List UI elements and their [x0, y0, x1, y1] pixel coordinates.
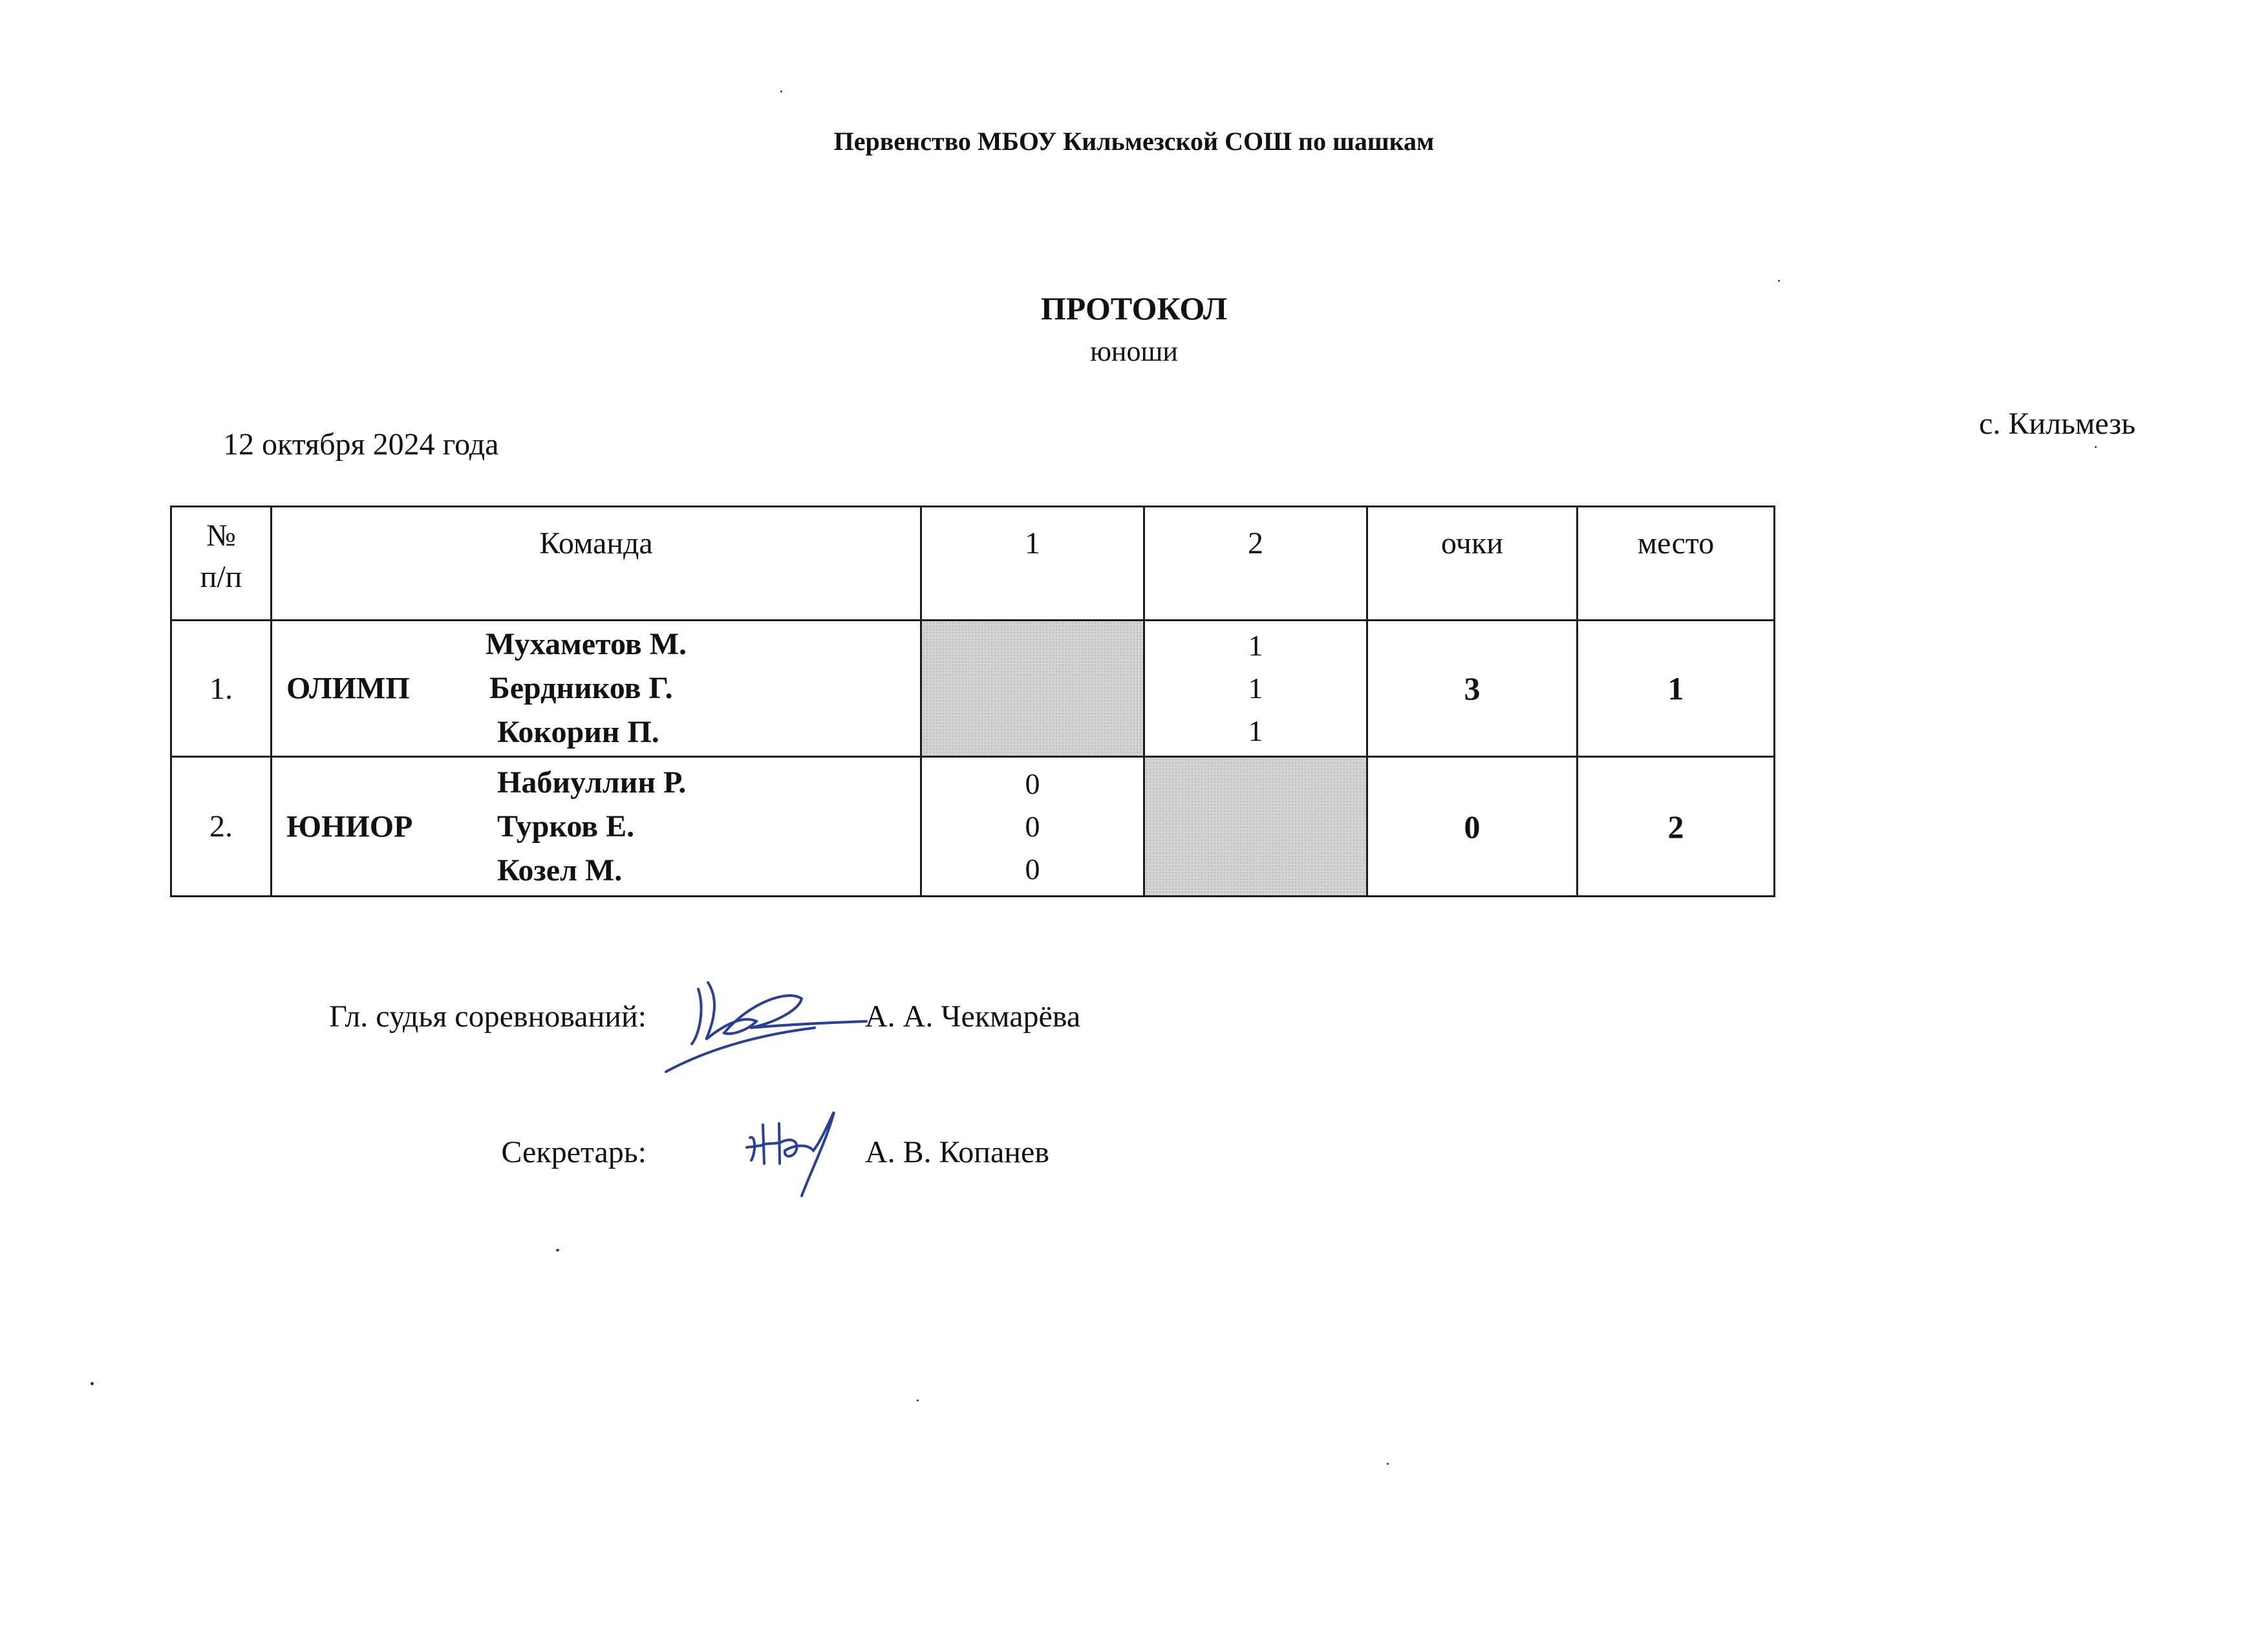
team-points: 3	[1367, 621, 1578, 757]
secretary-name: А. В. Копанев	[865, 1135, 1049, 1169]
scan-speck	[1778, 280, 1780, 282]
header-points: очки	[1367, 507, 1578, 621]
team-place: 1	[1578, 621, 1775, 757]
scan-speck	[91, 1382, 94, 1385]
player-name: Козел М.	[497, 853, 623, 888]
secretary-signature	[737, 1099, 853, 1202]
scan-speck	[2095, 446, 2097, 448]
player-name: Набиуллин Р.	[497, 765, 687, 800]
game-score: 1	[1248, 714, 1263, 747]
scan-speck	[1387, 1463, 1389, 1465]
team-cell	[272, 621, 921, 757]
player-list	[486, 622, 687, 754]
team-cell	[272, 757, 921, 897]
protocol-date: 12 октября 2024 года	[223, 427, 499, 462]
judge-name: А. А. Чекмарёва	[865, 999, 1081, 1034]
table-row	[171, 757, 1775, 897]
player-name: Турков Е.	[497, 809, 635, 844]
player-name: Бердников Г.	[489, 671, 673, 705]
secretary-label: Секретарь:	[501, 1135, 647, 1169]
judge-signature	[659, 963, 873, 1080]
score-vs-team-2	[1144, 621, 1367, 757]
game-score: 1	[1248, 672, 1263, 705]
score-vs-team-1	[921, 757, 1144, 897]
team-points: 0	[1367, 757, 1578, 897]
protocol-place: с. Кильмезь	[1979, 407, 2135, 441]
scan-speck	[917, 1399, 919, 1401]
game-score: 0	[1025, 767, 1040, 800]
header-num	[171, 507, 272, 621]
shaded-self-cell	[1144, 757, 1367, 897]
shaded-self-cell	[921, 621, 1144, 757]
header-num-line2: п/п	[200, 560, 242, 594]
scan-speck	[556, 1249, 559, 1251]
player-name: Мухаметов М.	[486, 627, 687, 661]
player-name: Кокорин П.	[497, 715, 659, 749]
header-col1: 1	[921, 507, 1144, 621]
table-row	[171, 621, 1775, 757]
results-table	[170, 505, 1775, 897]
protocol-title: ПРОТОКОЛ	[1040, 290, 1228, 326]
game-score: 0	[1025, 809, 1040, 843]
competition-title: Первенство МБОУ Кильмезской СОШ по шашкам	[833, 127, 1435, 156]
header-place: место	[1578, 507, 1775, 621]
game-score: 1	[1248, 629, 1263, 662]
team-name: ЮНИОР	[286, 809, 413, 844]
judge-label: Гл. судья соревнований:	[329, 999, 647, 1034]
protocol-subtitle: юноши	[1090, 335, 1178, 367]
scan-speck	[780, 90, 782, 92]
header-team: Команда	[272, 507, 921, 621]
game-score: 0	[1025, 852, 1040, 886]
table-header-row	[171, 507, 1775, 621]
header-num-line1: №	[206, 518, 236, 553]
header-col2: 2	[1144, 507, 1367, 621]
row-number: 2.	[171, 757, 272, 897]
team-name: ОЛИМП	[286, 671, 410, 706]
row-number: 1.	[171, 621, 272, 757]
player-list	[486, 761, 686, 893]
team-place: 2	[1578, 757, 1775, 897]
